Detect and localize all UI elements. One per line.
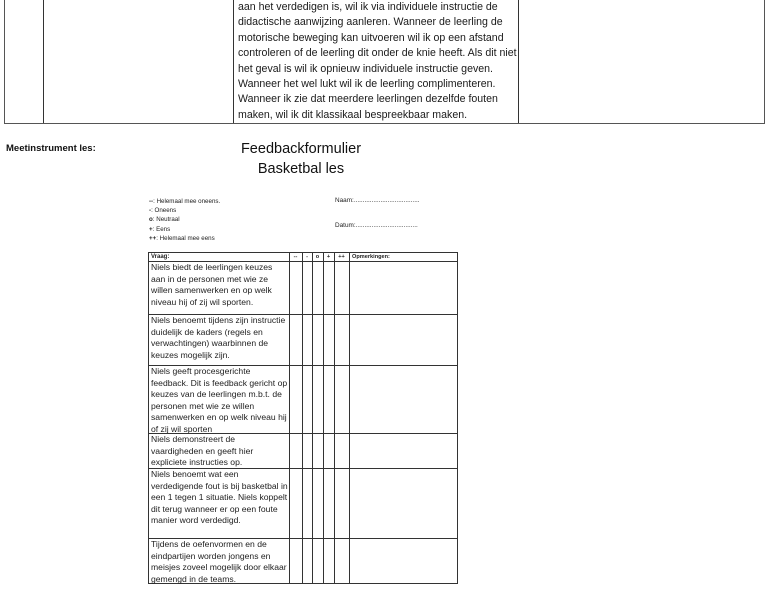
- form-title-line2: Basketbal les: [257, 161, 345, 177]
- legend-item: -: Oneens: [149, 207, 177, 215]
- header-agree: +: [326, 254, 331, 260]
- table-row[interactable]: [149, 468, 457, 538]
- text-line: didactische aanwijzing aanleren. Wanneer de leerling de: [238, 16, 503, 29]
- question-text: Niels benoemt wat een verdedigende fout is bij basketbal in een 1 tegen 1 situatie. Niels koppelt dit terug wanneer er op een foute manier word verdedigd.: [151, 469, 288, 526]
- question-text: Tijdens de oefenvormen en de eindpartijen worden jongens en meisjes zoveel mogelijk door elkaar gemengd in de teams.: [151, 539, 287, 584]
- table-row[interactable]: [149, 433, 457, 468]
- text-line: Wanneer ik zie dat meerdere leerlingen dezelfde fouten: [238, 93, 498, 106]
- text-line: het geval is wil ik opnieuw individuele instructie geven.: [238, 62, 493, 75]
- form-title-line1: Feedbackformulier: [240, 141, 362, 157]
- legend-item: ++: Helemaal mee eens: [149, 234, 215, 242]
- text-line: controleren of de leerling dit onder de knie heeft. Als dit niet: [238, 47, 517, 60]
- legend-item: +: Eens: [149, 225, 171, 233]
- text-line: maken, wil ik dit klassikaal bespreekbaar maken.: [238, 108, 468, 121]
- question-text: Niels geeft procesgerichte feedback. Dit is feedback gericht op keuzes van de leerlingen m.b.t. de personen met wie ze willen samenwerken en op welk niveau hij of zij wil sporten: [151, 366, 288, 434]
- header-disagree: -: [306, 254, 308, 260]
- legend-item: o: Neutraal: [149, 216, 180, 224]
- question-text: Niels demonstreert de vaardigheden en geeft hier expliciete instructies op.: [151, 434, 254, 468]
- column-divider: [233, 0, 234, 123]
- text-line: aan het verdedigen is, wil ik via individuele instructie de: [238, 1, 498, 13]
- section-label: Meetinstrument les:: [6, 143, 96, 154]
- text-line: Wanneer het wel lukt wil ik de leerling complimenteren.: [238, 78, 496, 91]
- rating-legend: [149, 197, 220, 243]
- lesson-plan-cell-text: [238, 0, 522, 123]
- date-field[interactable]: Datum:...................................: [335, 222, 418, 229]
- legend-item: --: Helemaal mee oneens.: [149, 198, 221, 205]
- feedback-table: [148, 252, 458, 584]
- question-text: Niels biedt de leerlingen keuzes aan in de personen met wie ze willen samenwerken en op welk niveau hij of zij wil sporten.: [151, 262, 273, 307]
- form-title: [230, 139, 372, 179]
- question-text: Niels benoemt tijdens zijn instructie duidelijk de kaders (regels en verwachtingen) waarbinnen de keuzes mogelijk zijn.: [151, 315, 286, 360]
- text-line: motorische beweging kan uitvoeren wil ik op een afstand: [238, 31, 504, 44]
- header-vraag: Vraag:: [151, 254, 170, 260]
- lesson-plan-table: [4, 0, 765, 124]
- header-neutral: o: [315, 254, 320, 260]
- header-opmerkingen: Opmerkingen:: [352, 254, 390, 260]
- table-row[interactable]: [149, 365, 457, 433]
- table-row[interactable]: [149, 261, 457, 314]
- name-field[interactable]: Naam:.....................................: [335, 197, 420, 204]
- table-row[interactable]: [149, 314, 457, 365]
- header-strongly-disagree: --: [293, 254, 298, 260]
- column-divider: [43, 0, 44, 123]
- table-row[interactable]: [149, 538, 457, 583]
- header-strongly-agree: ++: [338, 254, 345, 260]
- table-header-row: [149, 253, 457, 261]
